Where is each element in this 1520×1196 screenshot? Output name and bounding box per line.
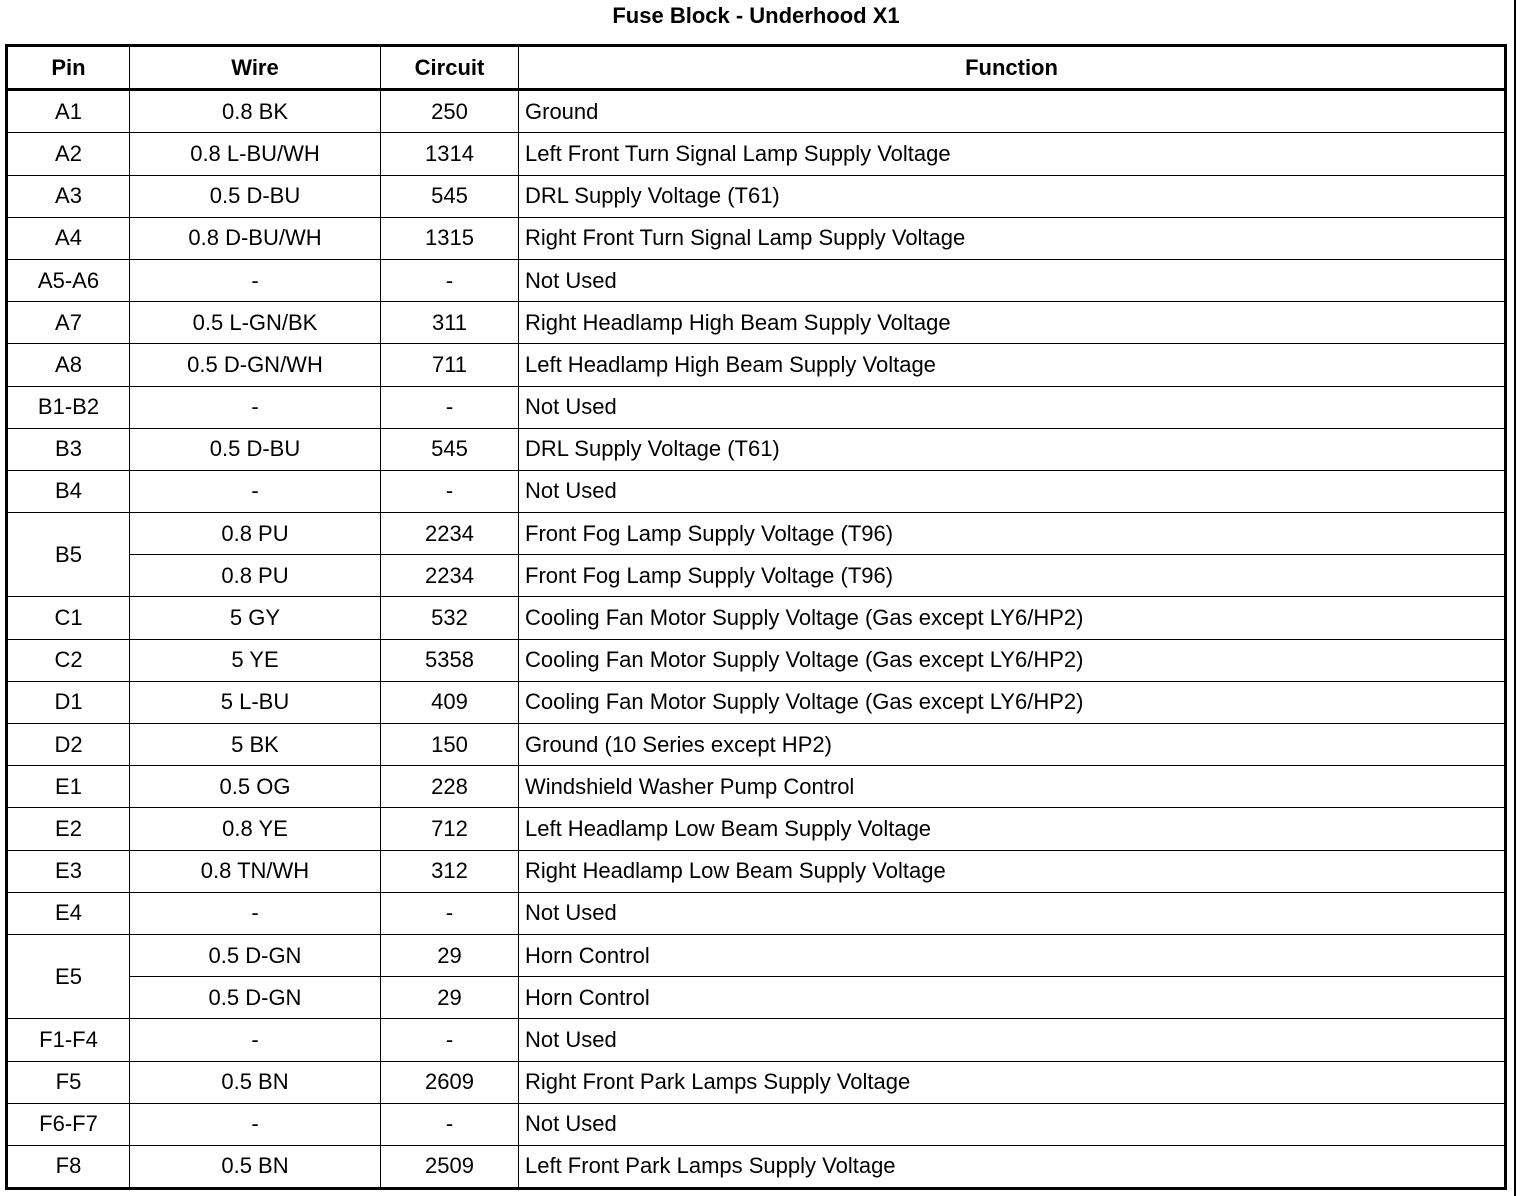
wire-cell: 0.5 D-GN [130,977,381,1019]
wire-cell: 0.5 D-GN/WH [130,344,381,386]
wire-cell: 0.5 L-GN/BK [130,302,381,344]
function-cell: Front Fog Lamp Supply Voltage (T96) [519,513,1506,555]
pin-cell: E3 [7,850,130,892]
table-row [7,1061,1506,1103]
pin-cell: B5 [7,513,130,597]
pin-cell: C2 [7,639,130,681]
circuit-cell: - [381,386,519,428]
pin-cell: E4 [7,892,130,934]
circuit-cell: 312 [381,850,519,892]
pin-cell: D1 [7,681,130,723]
pin-cell: F5 [7,1061,130,1103]
circuit-cell: 150 [381,724,519,766]
circuit-cell: 2509 [381,1145,519,1188]
circuit-cell: 29 [381,934,519,976]
wire-cell: 0.8 YE [130,808,381,850]
pin-cell: B1-B2 [7,386,130,428]
table-row [7,175,1506,217]
circuit-cell: 711 [381,344,519,386]
wire-cell: 0.8 L-BU/WH [130,133,381,175]
wire-cell: - [130,1103,381,1145]
header-row [7,46,1506,90]
table-row [7,1019,1506,1061]
function-cell: Not Used [519,470,1506,512]
pin-cell: A8 [7,344,130,386]
wire-cell: - [130,892,381,934]
wire-cell: - [130,1019,381,1061]
wire-cell: 0.8 PU [130,513,381,555]
wire-cell: 0.8 PU [130,555,381,597]
table-row [7,639,1506,681]
circuit-cell: 2234 [381,513,519,555]
table-row [7,302,1506,344]
function-cell: Cooling Fan Motor Supply Voltage (Gas except LY6/HP2) [519,597,1506,639]
circuit-cell: 409 [381,681,519,723]
function-cell: Cooling Fan Motor Supply Voltage (Gas except LY6/HP2) [519,681,1506,723]
table-row [7,344,1506,386]
table-row [7,934,1506,976]
table-row [7,1103,1506,1145]
function-cell: DRL Supply Voltage (T61) [519,175,1506,217]
table-row [7,808,1506,850]
wire-cell: 5 L-BU [130,681,381,723]
function-cell: Left Headlamp Low Beam Supply Voltage [519,808,1506,850]
pin-cell: A2 [7,133,130,175]
wire-cell: 0.8 TN/WH [130,850,381,892]
circuit-cell: - [381,892,519,934]
function-cell: Ground [519,90,1506,133]
function-cell: Left Front Turn Signal Lamp Supply Voltage [519,133,1506,175]
circuit-cell: 250 [381,90,519,133]
function-cell: Cooling Fan Motor Supply Voltage (Gas except LY6/HP2) [519,639,1506,681]
function-cell: Not Used [519,386,1506,428]
function-cell: Right Headlamp High Beam Supply Voltage [519,302,1506,344]
pin-cell: F1-F4 [7,1019,130,1061]
circuit-cell: 2234 [381,555,519,597]
table-row [7,386,1506,428]
circuit-cell: 545 [381,428,519,470]
circuit-cell: 532 [381,597,519,639]
circuit-cell: - [381,1103,519,1145]
circuit-cell: - [381,470,519,512]
circuit-cell: 5358 [381,639,519,681]
table-row [7,766,1506,808]
table-row [7,892,1506,934]
header-wire: Wire [130,46,381,90]
wire-cell: 0.8 BK [130,90,381,133]
function-cell: Not Used [519,1103,1506,1145]
wire-cell: - [130,386,381,428]
circuit-cell: - [381,259,519,301]
table-row [7,428,1506,470]
table-row [7,133,1506,175]
function-cell: Not Used [519,259,1506,301]
table-row [7,217,1506,259]
pin-cell: A4 [7,217,130,259]
circuit-cell: - [381,1019,519,1061]
pin-cell: A3 [7,175,130,217]
table-row [7,259,1506,301]
function-cell: Not Used [519,892,1506,934]
pin-cell: B4 [7,470,130,512]
function-cell: Right Front Turn Signal Lamp Supply Voltage [519,217,1506,259]
wire-cell: 0.8 D-BU/WH [130,217,381,259]
pin-cell: F8 [7,1145,130,1188]
page-edge-rule [1514,0,1516,1196]
wire-cell: - [130,259,381,301]
pin-cell: E2 [7,808,130,850]
function-cell: Ground (10 Series except HP2) [519,724,1506,766]
circuit-cell: 29 [381,977,519,1019]
function-cell: DRL Supply Voltage (T61) [519,428,1506,470]
function-cell: Left Front Park Lamps Supply Voltage [519,1145,1506,1188]
wire-cell: 0.5 D-GN [130,934,381,976]
pin-cell: F6-F7 [7,1103,130,1145]
table-row [7,555,1506,597]
function-cell: Right Front Park Lamps Supply Voltage [519,1061,1506,1103]
function-cell: Front Fog Lamp Supply Voltage (T96) [519,555,1506,597]
circuit-cell: 1315 [381,217,519,259]
table-row [7,977,1506,1019]
circuit-cell: 2609 [381,1061,519,1103]
circuit-cell: 311 [381,302,519,344]
pin-cell: B3 [7,428,130,470]
function-cell: Horn Control [519,934,1506,976]
pin-cell: C1 [7,597,130,639]
wire-cell: 0.5 D-BU [130,175,381,217]
table-row [7,1145,1506,1188]
header-circuit: Circuit [381,46,519,90]
pin-cell: E5 [7,934,130,1018]
circuit-cell: 712 [381,808,519,850]
circuit-cell: 1314 [381,133,519,175]
page-title: Fuse Block - Underhood X1 [612,3,900,28]
wire-cell: 5 BK [130,724,381,766]
pin-cell: E1 [7,766,130,808]
wire-cell: 0.5 OG [130,766,381,808]
pin-cell: A7 [7,302,130,344]
table-row [7,681,1506,723]
table-row [7,850,1506,892]
wire-cell: 5 YE [130,639,381,681]
pin-cell: A1 [7,90,130,133]
function-cell: Windshield Washer Pump Control [519,766,1506,808]
table-row [7,90,1506,133]
wire-cell: 5 GY [130,597,381,639]
table-row [7,597,1506,639]
wire-cell: 0.5 BN [130,1145,381,1188]
pin-cell: D2 [7,724,130,766]
circuit-cell: 228 [381,766,519,808]
wire-cell: - [130,470,381,512]
table-row [7,513,1506,555]
function-cell: Horn Control [519,977,1506,1019]
circuit-cell: 545 [381,175,519,217]
function-cell: Left Headlamp High Beam Supply Voltage [519,344,1506,386]
pin-cell: A5-A6 [7,259,130,301]
wire-cell: 0.5 BN [130,1061,381,1103]
wire-cell: 0.5 D-BU [130,428,381,470]
header-function: Function [519,46,1506,90]
table-row [7,724,1506,766]
table-row [7,470,1506,512]
function-cell: Not Used [519,1019,1506,1061]
header-pin: Pin [7,46,130,90]
pinout-table [5,44,1507,1190]
function-cell: Right Headlamp Low Beam Supply Voltage [519,850,1506,892]
